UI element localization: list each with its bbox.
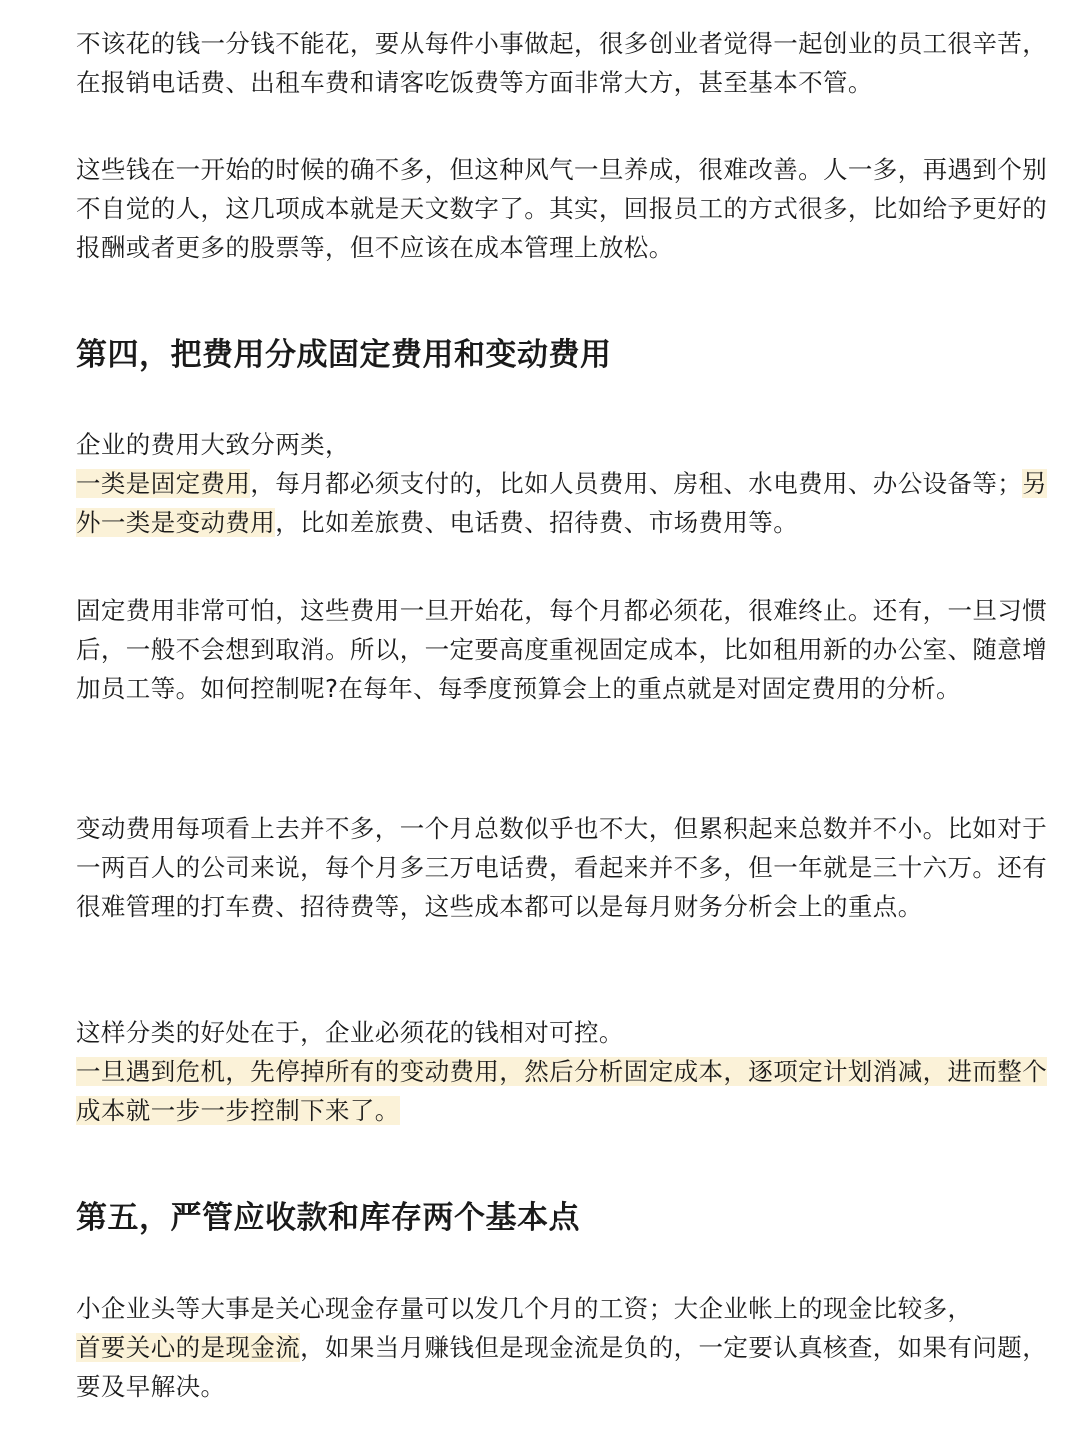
paragraph-classification-benefit [76,1013,1051,1130]
highlight-variable-costs: 另外一类是变动费用 [76,469,1048,537]
classification-intro: 这样分类的好处在于，企业必须花的钱相对可控。 [76,1018,624,1047]
expense-types-end: ，比如差旅费、电话费、招待费、市场费用等。 [275,508,799,537]
highlight-crisis-plan: 一旦遇到危机，先停掉所有的变动费用，然后分析固定成本，逐项定计划消减，进而整个成本就一步一步控制下来了。 [76,1057,1048,1125]
expense-types-mid: ，每月都必须支付的，比如人员费用、房租、水电费用、办公设备等； [250,469,1023,498]
section-heading-receivables-inventory: 第五，严管应收款和库存两个基本点 [76,1200,580,1236]
paragraph-expense-discipline: 不该花的钱一分钱不能花，要从每件小事做起，很多创业者觉得一起创业的员工很辛苦，在报销电话费、出租车费和请客吃饭费等方面非常大方，甚至基本不管。 [76,29,1048,97]
highlight-fixed-costs: 一类是固定费用 [76,469,251,498]
section-heading-fixed-variable: 第四，把费用分成固定费用和变动费用 [76,337,612,373]
paragraph-expense-types [76,425,1051,542]
paragraph-variable-costs: 变动费用每项看上去并不多，一个月总数似乎也不大，但累积起来总数并不小。比如对于一两百人的公司来说，每个月多三万电话费，看起来并不多，但一年就是三十六万。还有很难管理的打车费、招待费等，这些成本都可以是每月财务分析会上的重点。 [76,814,1048,921]
expense-types-intro: 企业的费用大致分两类， [76,430,350,459]
cash-flow-intro: 小企业头等大事是关心现金存量可以发几个月的工资；大企业帐上的现金比较多， [76,1294,973,1323]
highlight-cash-flow: 首要关心的是现金流 [76,1333,301,1362]
paragraph-fixed-costs-danger: 固定费用非常可怕，这些费用一旦开始花，每个月都必须花，很难终止。还有，一旦习惯后，一般不会想到取消。所以，一定要高度重视固定成本，比如租用新的办公室、随意增加员工等。如何控制呢?在每年、每季度预算会上的重点就是对固定费用的分析。 [76,596,1048,703]
paragraph-cash-flow [76,1289,1051,1406]
cash-flow-end: ，如果当月赚钱但是现金流是负的，一定要认真核查，如果有问题，要及早解决。 [76,1333,1048,1401]
paragraph-culture-costs: 这些钱在一开始的时候的确不多，但这种风气一旦养成，很难改善。人一多，再遇到个别不自觉的人，这几项成本就是天文数字了。其实，回报员工的方式很多，比如给予更好的报酬或者更多的股票等，但不应该在成本管理上放松。 [76,155,1048,262]
